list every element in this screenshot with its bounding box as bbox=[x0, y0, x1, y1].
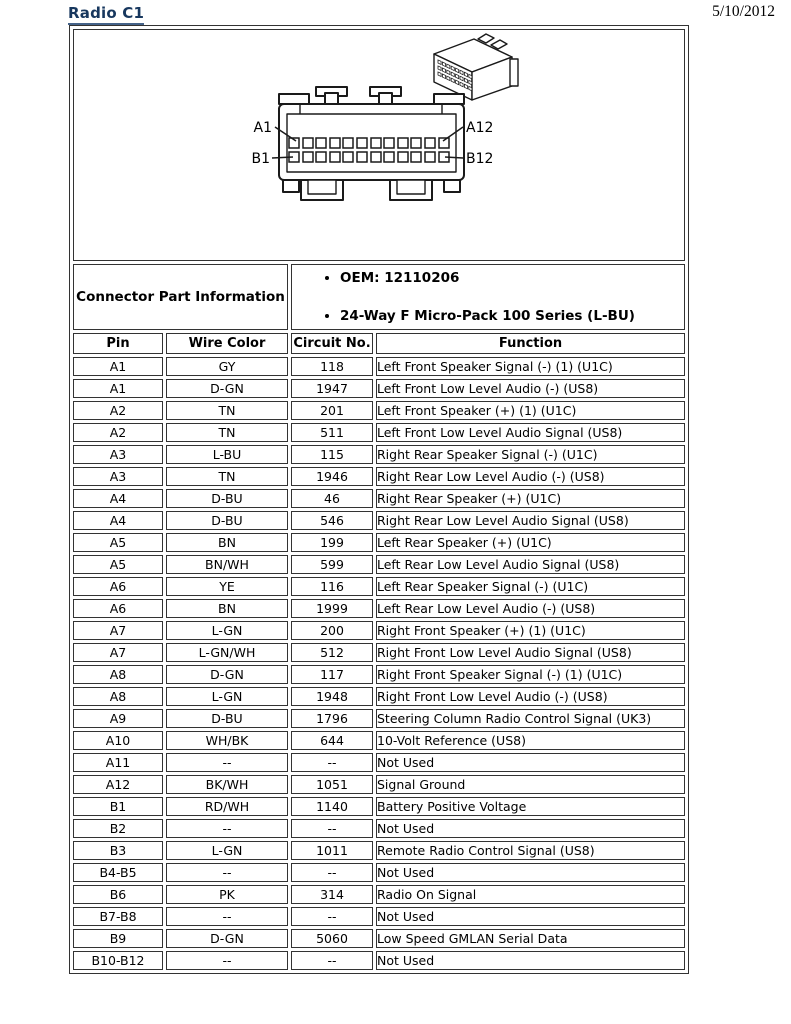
pin-cell: A9 bbox=[73, 709, 163, 728]
function-cell: Not Used bbox=[376, 907, 685, 926]
circuit-no-cell: 200 bbox=[291, 621, 373, 640]
circuit-no-cell: -- bbox=[291, 819, 373, 838]
wire-color-cell: PK bbox=[166, 885, 288, 904]
wire-color-cell: -- bbox=[166, 951, 288, 970]
pin-cell: A1 bbox=[73, 379, 163, 398]
function-cell: Left Front Speaker Signal (-) (1) (U1C) bbox=[376, 357, 685, 376]
wire-color-cell: TN bbox=[166, 423, 288, 442]
circuit-no-cell: 201 bbox=[291, 401, 373, 420]
function-cell: Right Rear Speaker (+) (U1C) bbox=[376, 489, 685, 508]
wire-color-cell: D-GN bbox=[166, 929, 288, 948]
table-row bbox=[73, 753, 685, 772]
function-cell: Left Rear Speaker (+) (U1C) bbox=[376, 533, 685, 552]
function-cell: Left Front Low Level Audio (-) (US8) bbox=[376, 379, 685, 398]
pin-cell: A6 bbox=[73, 577, 163, 596]
wire-color-cell: TN bbox=[166, 467, 288, 486]
pin-cell: A2 bbox=[73, 401, 163, 420]
pin-cell: A10 bbox=[73, 731, 163, 750]
pin-cell: A3 bbox=[73, 445, 163, 464]
circuit-no-cell: -- bbox=[291, 753, 373, 772]
function-cell: Right Front Speaker (+) (1) (U1C) bbox=[376, 621, 685, 640]
table-row bbox=[73, 577, 685, 596]
circuit-no-cell: 1947 bbox=[291, 379, 373, 398]
pin-cell: A4 bbox=[73, 511, 163, 530]
page-header bbox=[68, 3, 775, 27]
circuit-no-cell: 116 bbox=[291, 577, 373, 596]
function-cell: Remote Radio Control Signal (US8) bbox=[376, 841, 685, 860]
pin-label-b12: B12 bbox=[466, 151, 494, 167]
circuit-no-cell: 1796 bbox=[291, 709, 373, 728]
pin-cell: B7-B8 bbox=[73, 907, 163, 926]
wire-color-cell: D-GN bbox=[166, 665, 288, 684]
function-cell: Low Speed GMLAN Serial Data bbox=[376, 929, 685, 948]
function-cell: Not Used bbox=[376, 753, 685, 772]
wire-color-cell: -- bbox=[166, 753, 288, 772]
table-row bbox=[73, 819, 685, 838]
column-header-circuit-no: Circuit No. bbox=[291, 333, 373, 354]
function-cell: Right Rear Speaker Signal (-) (U1C) bbox=[376, 445, 685, 464]
table-row bbox=[73, 841, 685, 860]
circuit-no-cell: -- bbox=[291, 951, 373, 970]
table-row bbox=[73, 511, 685, 530]
circuit-no-cell: 118 bbox=[291, 357, 373, 376]
pin-label-b1: B1 bbox=[251, 151, 270, 167]
circuit-no-cell: 1948 bbox=[291, 687, 373, 706]
wire-color-cell: YE bbox=[166, 577, 288, 596]
table-row bbox=[73, 621, 685, 640]
function-cell: Left Front Low Level Audio Signal (US8) bbox=[376, 423, 685, 442]
wire-color-cell: D-BU bbox=[166, 511, 288, 530]
function-cell: Right Front Low Level Audio (-) (US8) bbox=[376, 687, 685, 706]
column-header-wire-color: Wire Color bbox=[166, 333, 288, 354]
pin-cell: A7 bbox=[73, 621, 163, 640]
function-cell: Battery Positive Voltage bbox=[376, 797, 685, 816]
pin-cell: B2 bbox=[73, 819, 163, 838]
wire-color-cell: D-BU bbox=[166, 489, 288, 508]
wire-color-cell: L-GN bbox=[166, 621, 288, 640]
circuit-no-cell: 1946 bbox=[291, 467, 373, 486]
wire-color-cell: BN/WH bbox=[166, 555, 288, 574]
pin-cell: A1 bbox=[73, 357, 163, 376]
wire-color-cell: GY bbox=[166, 357, 288, 376]
circuit-no-cell: 1140 bbox=[291, 797, 373, 816]
function-cell: Not Used bbox=[376, 951, 685, 970]
wire-color-cell: BK/WH bbox=[166, 775, 288, 794]
table-row bbox=[73, 643, 685, 662]
circuit-no-cell: -- bbox=[291, 907, 373, 926]
wire-color-cell: L-GN bbox=[166, 687, 288, 706]
pin-cell: A5 bbox=[73, 533, 163, 552]
column-header-pin: Pin bbox=[73, 333, 163, 354]
page-date: 5/10/2012 bbox=[712, 3, 775, 20]
connector-figure-cell bbox=[73, 29, 685, 261]
circuit-no-cell: -- bbox=[291, 863, 373, 882]
circuit-no-cell: 644 bbox=[291, 731, 373, 750]
pin-cell: B3 bbox=[73, 841, 163, 860]
function-cell: Right Front Speaker Signal (-) (1) (U1C) bbox=[376, 665, 685, 684]
circuit-no-cell: 599 bbox=[291, 555, 373, 574]
circuit-no-cell: 46 bbox=[291, 489, 373, 508]
pin-cell: B9 bbox=[73, 929, 163, 948]
table-row bbox=[73, 599, 685, 618]
part-info-label: Connector Part Information bbox=[73, 264, 288, 330]
table-row bbox=[73, 907, 685, 926]
wire-color-cell: RD/WH bbox=[166, 797, 288, 816]
circuit-no-cell: 546 bbox=[291, 511, 373, 530]
table-row bbox=[73, 885, 685, 904]
part-info-row bbox=[73, 264, 685, 330]
table-row bbox=[73, 665, 685, 684]
part-info-series: • 24-Way F Micro-Pack 100 Series (L-BU) bbox=[340, 308, 684, 324]
table-row bbox=[73, 797, 685, 816]
function-cell: Right Front Low Level Audio Signal (US8) bbox=[376, 643, 685, 662]
pin-cell: A11 bbox=[73, 753, 163, 772]
table-row bbox=[73, 379, 685, 398]
function-cell: Right Rear Low Level Audio (-) (US8) bbox=[376, 467, 685, 486]
table-row bbox=[73, 929, 685, 948]
table-row bbox=[73, 467, 685, 486]
function-cell: Not Used bbox=[376, 863, 685, 882]
function-cell: Left Rear Low Level Audio Signal (US8) bbox=[376, 555, 685, 574]
pin-table-header-row bbox=[73, 333, 685, 354]
circuit-no-cell: 511 bbox=[291, 423, 373, 442]
table-row bbox=[73, 555, 685, 574]
table-row bbox=[73, 863, 685, 882]
pin-cell: B1 bbox=[73, 797, 163, 816]
table-row bbox=[73, 951, 685, 970]
pin-label-a1: A1 bbox=[253, 120, 272, 136]
connector-3d-view bbox=[434, 34, 518, 100]
function-cell: Left Front Speaker (+) (1) (U1C) bbox=[376, 401, 685, 420]
pin-cell: A4 bbox=[73, 489, 163, 508]
circuit-no-cell: 115 bbox=[291, 445, 373, 464]
wire-color-cell: WH/BK bbox=[166, 731, 288, 750]
circuit-no-cell: 512 bbox=[291, 643, 373, 662]
wire-color-cell: TN bbox=[166, 401, 288, 420]
pin-table-body bbox=[73, 29, 685, 970]
table-row bbox=[73, 423, 685, 442]
pin-cell: A12 bbox=[73, 775, 163, 794]
circuit-no-cell: 314 bbox=[291, 885, 373, 904]
pin-cell: A8 bbox=[73, 665, 163, 684]
function-cell: Left Rear Low Level Audio (-) (US8) bbox=[376, 599, 685, 618]
table-row bbox=[73, 775, 685, 794]
function-cell: Radio On Signal bbox=[376, 885, 685, 904]
table-row bbox=[73, 357, 685, 376]
function-cell: Left Rear Speaker Signal (-) (U1C) bbox=[376, 577, 685, 596]
circuit-no-cell: 1999 bbox=[291, 599, 373, 618]
circuit-no-cell: 1051 bbox=[291, 775, 373, 794]
column-header-function: Function bbox=[376, 333, 685, 354]
pin-cell: B6 bbox=[73, 885, 163, 904]
wire-color-cell: D-BU bbox=[166, 709, 288, 728]
pin-cell: A2 bbox=[73, 423, 163, 442]
table-row bbox=[73, 731, 685, 750]
wire-color-cell: L-BU bbox=[166, 445, 288, 464]
circuit-no-cell: 117 bbox=[291, 665, 373, 684]
circuit-no-cell: 1011 bbox=[291, 841, 373, 860]
wire-color-cell: D-GN bbox=[166, 379, 288, 398]
pin-cell: A5 bbox=[73, 555, 163, 574]
wire-color-cell: -- bbox=[166, 819, 288, 838]
pin-cell: A6 bbox=[73, 599, 163, 618]
connector-info-table bbox=[69, 25, 689, 974]
pin-cell: A3 bbox=[73, 467, 163, 486]
table-row bbox=[73, 445, 685, 464]
wire-color-cell: L-GN/WH bbox=[166, 643, 288, 662]
pin-cell: B10-B12 bbox=[73, 951, 163, 970]
circuit-no-cell: 199 bbox=[291, 533, 373, 552]
table-row bbox=[73, 489, 685, 508]
pin-cell: A8 bbox=[73, 687, 163, 706]
part-info-oem: • OEM: 12110206 bbox=[340, 270, 684, 286]
wire-color-cell: -- bbox=[166, 863, 288, 882]
function-cell: Not Used bbox=[376, 819, 685, 838]
function-cell: 10-Volt Reference (US8) bbox=[376, 731, 685, 750]
pin-cell: B4-B5 bbox=[73, 863, 163, 882]
pin-cell: A7 bbox=[73, 643, 163, 662]
page-title[interactable]: Radio C1 bbox=[68, 4, 144, 25]
function-cell: Right Rear Low Level Audio Signal (US8) bbox=[376, 511, 685, 530]
part-info-details bbox=[291, 264, 685, 330]
function-cell: Signal Ground bbox=[376, 775, 685, 794]
wire-color-cell: BN bbox=[166, 599, 288, 618]
wire-color-cell: BN bbox=[166, 533, 288, 552]
table-row bbox=[73, 401, 685, 420]
connector-front-view bbox=[279, 87, 464, 200]
wire-color-cell: L-GN bbox=[166, 841, 288, 860]
function-cell: Steering Column Radio Control Signal (UK3) bbox=[376, 709, 685, 728]
table-row bbox=[73, 687, 685, 706]
wire-color-cell: -- bbox=[166, 907, 288, 926]
connector-diagram bbox=[74, 30, 685, 260]
table-row bbox=[73, 709, 685, 728]
table-row bbox=[73, 533, 685, 552]
pin-label-a12: A12 bbox=[466, 120, 494, 136]
circuit-no-cell: 5060 bbox=[291, 929, 373, 948]
connector-figure-row bbox=[73, 29, 685, 261]
